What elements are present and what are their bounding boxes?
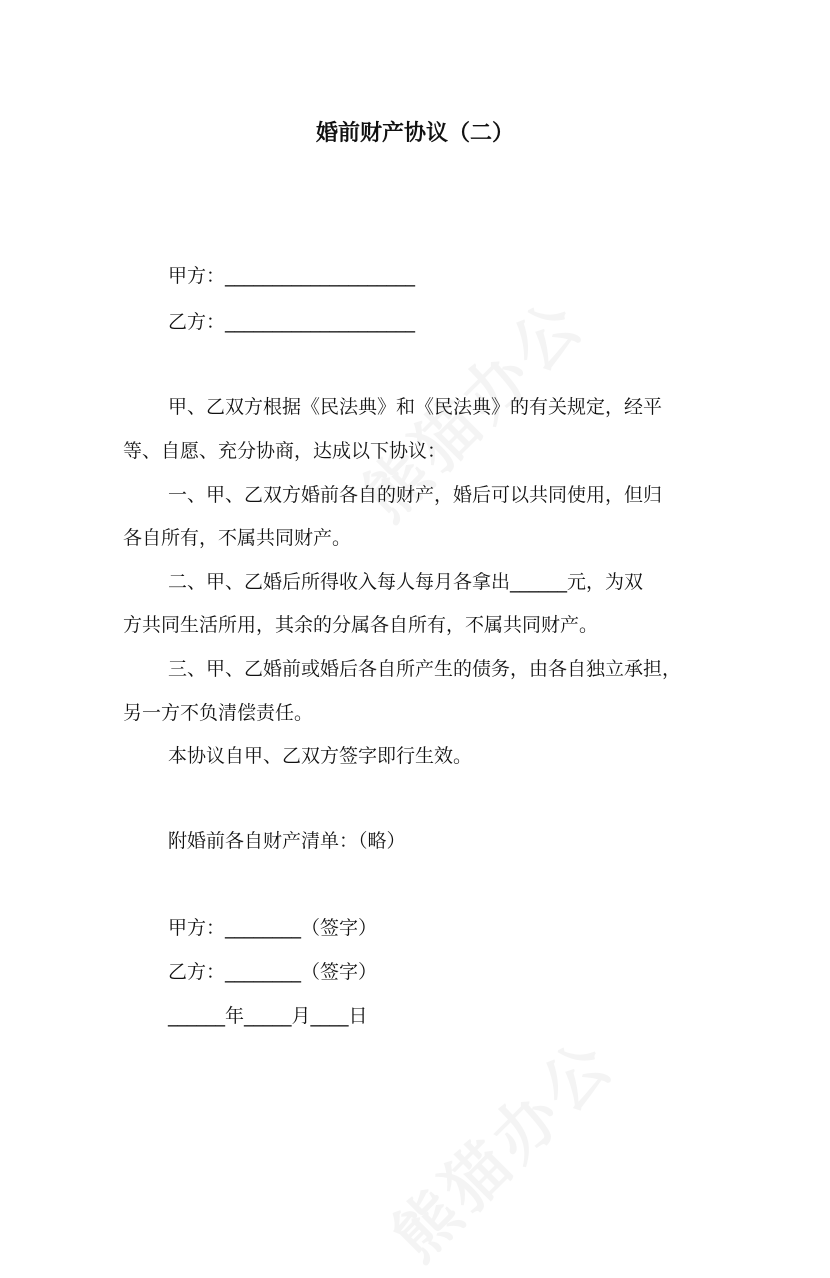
clause-2-line-1: 二、甲、乙婚后所得收入每人每月各拿出______元，为双 bbox=[168, 571, 644, 593]
clause-2-line-2: 方共同生活所用，其余的分属各自所有，不属共同财产。 bbox=[123, 614, 599, 636]
clause-3-line-2: 另一方不负清偿责任。 bbox=[123, 702, 314, 724]
intro-line-1: 甲、乙双方根据《民法典》和《民法典》的有关规定，经平 bbox=[168, 396, 663, 418]
document-title: 婚前财产协议（二） bbox=[315, 121, 514, 146]
date-line: ______年_____月____日 bbox=[168, 1005, 368, 1027]
signature-party-a: 甲方：________（签字） bbox=[168, 917, 378, 939]
party-a-line: 甲方：____________________ bbox=[168, 265, 416, 287]
clause-3-line-1: 三、甲、乙婚前或婚后各自所产生的债务，由各自独立承担， bbox=[168, 658, 682, 680]
watermark bbox=[368, 1014, 631, 1277]
signature-party-b: 乙方：________（签字） bbox=[168, 961, 378, 983]
party-b-line: 乙方：____________________ bbox=[168, 311, 416, 333]
appendix-note: 附婚前各自财产清单：（略） bbox=[168, 830, 406, 852]
effective-clause: 本协议自甲、乙双方签字即行生效。 bbox=[168, 745, 473, 767]
clause-1-line-2: 各自所有，不属共同财产。 bbox=[123, 527, 352, 549]
intro-line-2: 等、自愿、充分协商，达成以下协议： bbox=[123, 440, 447, 462]
clause-1-line-1: 一、甲、乙双方婚前各自的财产，婚后可以共同使用，但归 bbox=[168, 484, 663, 506]
